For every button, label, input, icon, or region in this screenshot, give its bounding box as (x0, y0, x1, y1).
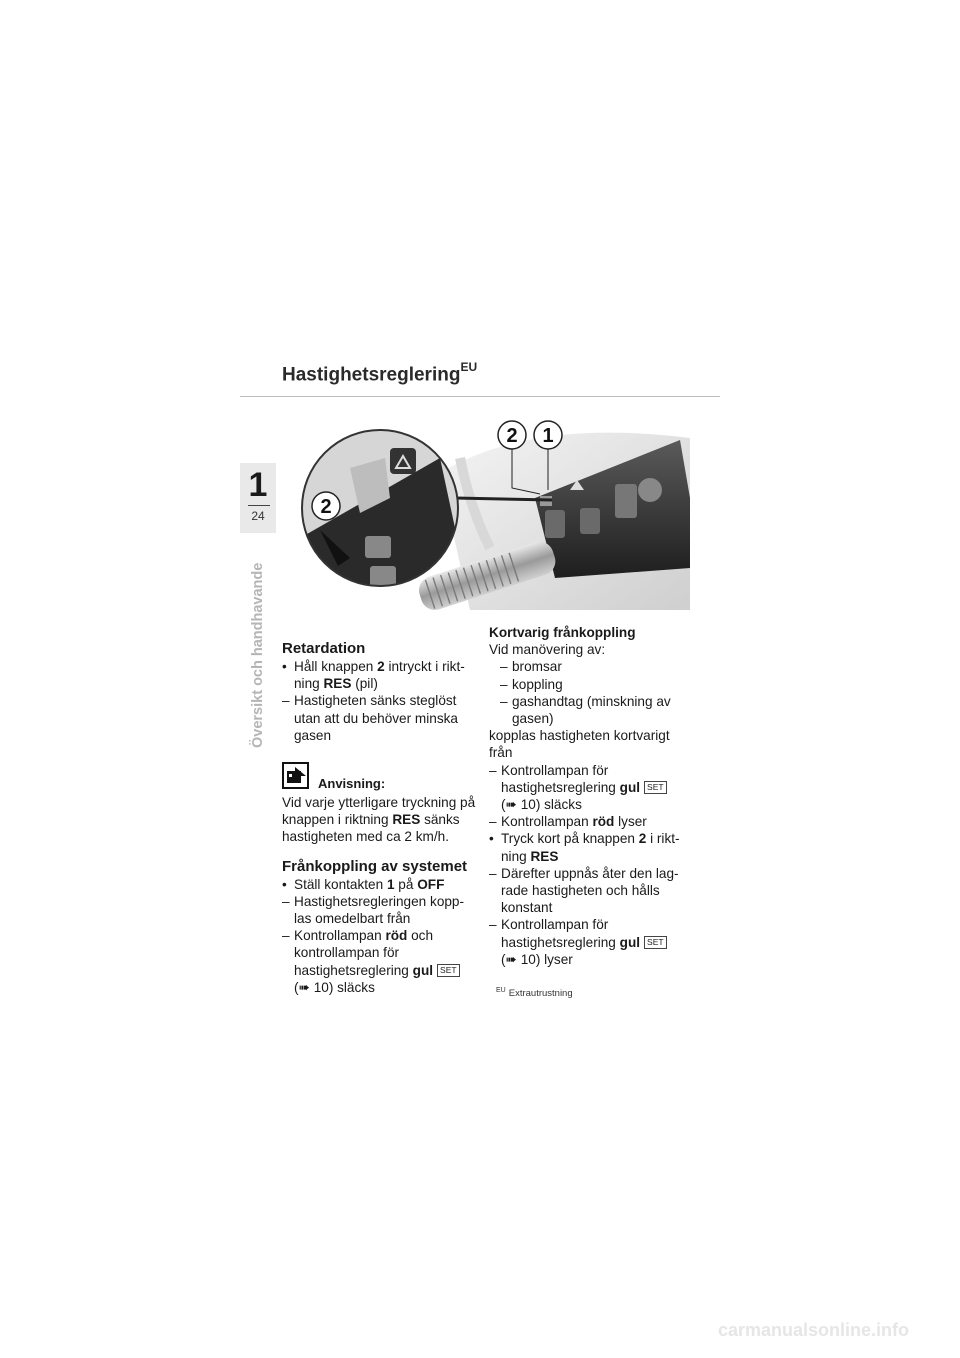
left-column (282, 640, 482, 996)
list-item: – koppling (500, 676, 563, 692)
chapter-divider (248, 505, 270, 506)
disconnect-heading: Frånkoppling av systemet (282, 857, 468, 875)
short-disconnect-heading: Kortvarig frånkoppling (489, 625, 636, 640)
right-column (489, 624, 699, 968)
callout-2: 2 (506, 425, 518, 447)
list-item: – bromsar (500, 659, 562, 675)
callout-1: 1 (542, 425, 554, 447)
list-item: – Därefter uppnås åter den lag- rade hastigheten och hålls konstant (489, 865, 679, 916)
footnote: $^{EU}$ Extrautrustning (496, 987, 573, 1000)
note-label: Anvisning: (318, 776, 386, 792)
list-item: • Håll knappen 2 intryckt i rikt- ning RES (pil) (282, 659, 465, 692)
list-item: – Kontrollampan röd lyser (489, 814, 647, 830)
note-header (282, 762, 482, 794)
list-item: – Kontrollampan för hastighetsreglering gul SET (➠ 10) släcks (489, 762, 699, 814)
title-superscript: EU (460, 360, 478, 374)
intro-text: Vid manövering av: (489, 642, 606, 658)
list-item: – Kontrollampan röd och kontrollampan för hastighetsreglering gul SET (➠ 10) släcks (282, 927, 482, 996)
list-item: – Hastigheten sänks steglöst utan att du behöver minska gasen (282, 693, 458, 743)
title-divider (240, 396, 720, 397)
watermark: carmanualsonline.info (718, 1320, 910, 1340)
page-title: Hastighetsreglering$^{EU}$ (282, 360, 478, 386)
list-item: – Hastighetsregleringen kopp- las omedelbart från (282, 893, 465, 927)
chapter-number: 1 (248, 466, 268, 504)
list-item: • Ställ kontakten 1 på OFF (282, 876, 445, 892)
set-indicator-icon: SET (644, 781, 667, 794)
page-number: 24 (251, 509, 265, 523)
body-text: kopplas hastigheten kortvarigt från (489, 728, 670, 761)
set-indicator-icon: SET (437, 964, 460, 977)
set-indicator-icon: SET (644, 936, 667, 949)
list-item: – Kontrollampan för hastighetsreglering gul SET (➠ 10) lyser (489, 916, 699, 968)
section-label: Översikt och handhavande (250, 562, 266, 748)
retardation-heading: Retardation (282, 640, 366, 657)
list-item: • Tryck kort på knappen 2 i rikt- ning RES (489, 831, 680, 864)
handlebar-switch-photo (290, 418, 690, 610)
list-item: – gashandtag (minskning av gasen) (500, 693, 671, 727)
note-text: Vid varje ytterligare tryckning på knappen i riktning RES sänks hastigheten med ca 2 km/h. (282, 795, 476, 845)
note-icon (282, 762, 309, 789)
inset-callout-2: 2 (320, 496, 332, 518)
